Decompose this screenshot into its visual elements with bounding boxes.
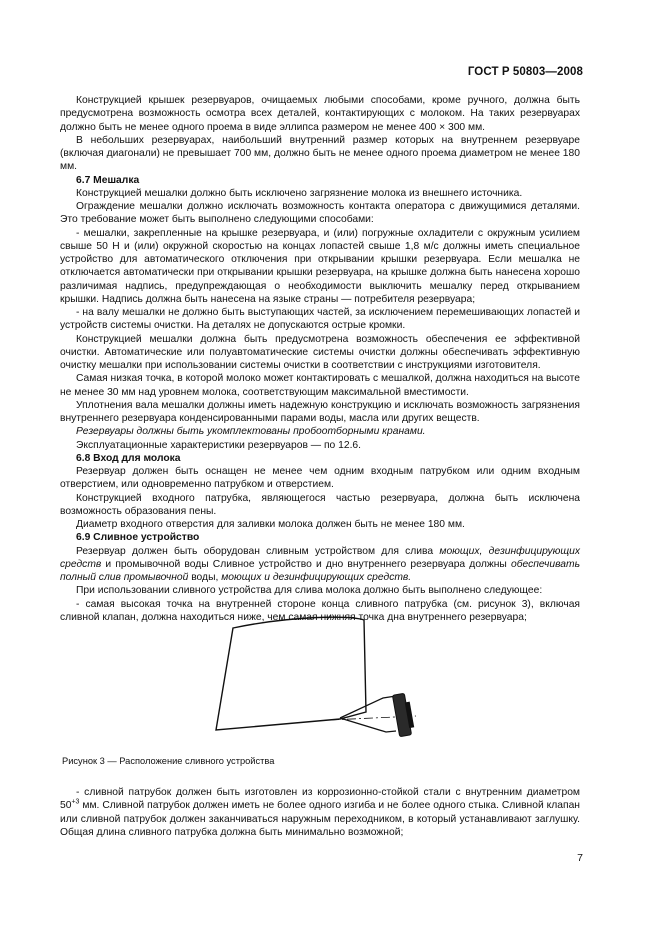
paragraph-italic: Резервуары должны быть укомплектованы пробоотборными кранами. xyxy=(76,426,426,438)
paragraph: - на валу мешалки не должно быть выступающих частей, за исключением перемешивающих лопастей и устройств системы очистки. На деталях не допускаются острые кромки. xyxy=(60,307,580,332)
text-run-italic: обеспечивать полный слив промывочной xyxy=(60,558,580,583)
document-header: ГОСТ Р 50803—2008 xyxy=(467,66,583,78)
paragraph: Конструкцией мешалки должно быть исключено загрязнение молока из внешнего источника. xyxy=(76,187,523,199)
text-run-italic: моющих и дезинфицирующих средств. xyxy=(221,572,412,583)
paragraph: - мешалки, закрепленные на крышке резервуара, и (или) погружные охладители с окружным усилием свыше 50 Н и (или) окружной скоростью на концах лопастей свыше 1,8 м/с должны иметь специальное устройство для автоматического отключения при открывании крышки резервуара. Если мешалка не отключается автоматически при открывании крышки резервуара, на крышке должна быть нанесена хорошо различимая надпись, предупреждающая о необходимости выключить мешалку перед открыванием крышки. Надпись должна быть нанесена на языке страны — потребителя резервуара; xyxy=(60,227,580,305)
paragraph: Уплотнения вала мешалки должны иметь надежную конструкцию и исключать возможность загрязнения внутреннего резервуара конденсированными парами воды, масла или других веществ. xyxy=(60,399,580,424)
text-run: и промывочной воды Сливное устройство и дно внутреннего резервуара должны xyxy=(101,558,511,570)
drain-pipe-lower xyxy=(340,718,396,732)
text-run: - сливной патрубок должен быть изготовлен из коррозионно-стойкой стали с внутренним диаметром 50 xyxy=(60,787,580,812)
drain-device-figure xyxy=(200,612,430,744)
paragraph-mixed xyxy=(60,545,580,585)
page-number: 7 xyxy=(577,852,583,864)
paragraph-mixed xyxy=(60,786,580,839)
paragraph: В небольших резервуарах, наибольший внутренний размер которых на внутреннем резервуаре (включая диагонали) не превышает 700 мм, должно быть не менее одного проема диаметром не менее 180 мм. xyxy=(60,134,580,173)
paragraph: При использовании сливного устройства для слива молока должно быть выполнено следующее: xyxy=(76,585,543,597)
section-heading-6-9: 6.9 Сливное устройство xyxy=(76,532,200,544)
paragraph: Диаметр входного отверстия для заливки молока должен быть не менее 180 мм. xyxy=(76,519,465,530)
tolerance-superscript: +3 xyxy=(71,798,80,806)
paragraph: Конструкцией крышек резервуаров, очищаемых любыми способами, кроме ручного, должна быть предусмотрена возможность осмотра всех деталей, контактирующих с молоком. На таких резервуарах должно быть не менее одного проема в виде эллипса размером не менее 400 × 300 мм. xyxy=(60,95,580,133)
main-text xyxy=(60,94,580,624)
text-run: мм. Сливной патрубок должен иметь не более одного изгиба и не более одного стыка. Сливной клапан или сливной патрубок должен заканчиваться наружным переходником, в который устанавливают заглушку. Общая длина сливного патрубка должна быть минимально возможной; xyxy=(60,800,580,838)
text-run: воды, xyxy=(188,572,222,583)
lower-text xyxy=(60,786,580,839)
text-run: Резервуар должен быть оборудован сливным устройством для слива xyxy=(76,545,440,557)
drain-pipe-upper xyxy=(340,696,396,718)
section-heading-6-7: 6.7 Мешалка xyxy=(76,174,140,186)
paragraph: Резервуар должен быть оснащен не менее чем одним входным патрубком или одним входным отверстием, или одновременно патрубком и отверстием. xyxy=(60,466,580,491)
paragraph: - самая высокая точка на внутренней стороне конца сливного патрубка (см. рисунок 3), включая сливной клапан, должна находиться ниже, чем самая нижняя точка дна внутреннего резервуара; xyxy=(60,598,580,623)
paragraph: Ограждение мешалки должно исключать возможность контакта оператора с движущимися деталями. Это требование может быть выполнено следующими способами: xyxy=(60,201,580,226)
paragraph: Конструкцией входного патрубка, являющегося частью резервуара, должна быть исключена возможность образования пены. xyxy=(60,492,580,517)
paragraph: Конструкцией мешалки должна быть предусмотрена возможность обеспечения ее эффективной очистки. Автоматические или полуавтоматические системы очистки должны обеспечивать эффективную очистку мешалки при использовании системы очистки в соответствии с инструкциями изготовителя. xyxy=(60,333,580,371)
paragraph: Самая низкая точка, в которой молоко может контактировать с мешалкой, должна находиться на высоте не менее 30 мм над уровнем молока, соответствующим максимальной вместимости. xyxy=(60,373,580,398)
section-heading-6-8: 6.8 Вход для молока xyxy=(76,452,181,464)
tank-outline xyxy=(216,617,366,730)
text-run-italic: моющих, дезинфицирующих средств xyxy=(60,545,581,570)
paragraph: Эксплуатационные характеристики резервуаров — по 12.6. xyxy=(76,439,362,451)
figure-caption: Рисунок 3 — Расположение сливного устройства xyxy=(62,756,275,766)
